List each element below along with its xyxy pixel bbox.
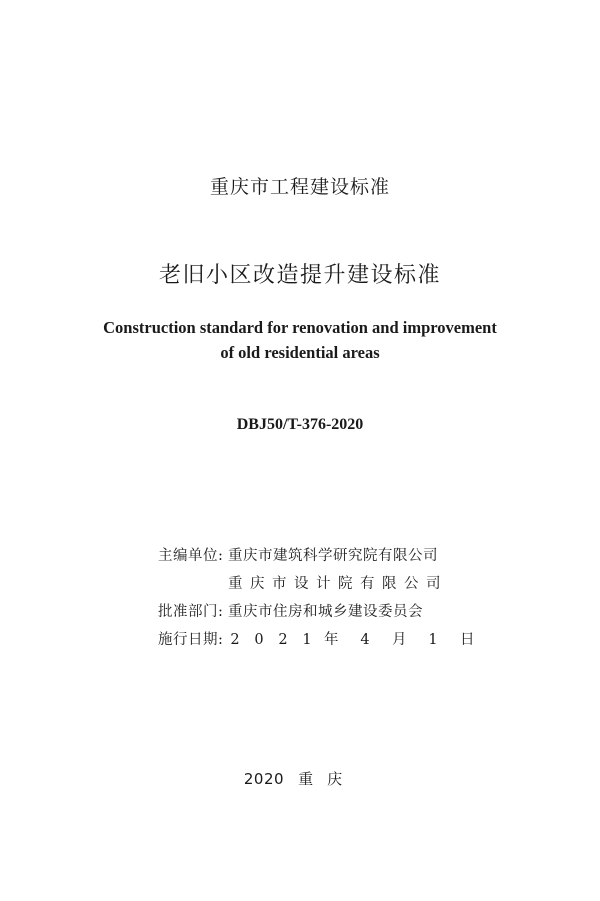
date-label: 施行日期: [158, 632, 224, 648]
approver-row [158, 598, 474, 626]
date-year-digit: 2 [230, 632, 240, 648]
date-year-digit: 0 [254, 632, 264, 648]
date-month: 4 [360, 632, 370, 648]
date-row [158, 626, 474, 654]
standard-code: DBJ50/T-376-2020 [236, 416, 364, 433]
editor-label-spacer [158, 570, 228, 598]
date-day: 1 [428, 632, 438, 648]
imprint-city: 重庆 [298, 770, 357, 788]
document-title-cn: 老旧小区改造提升建设标准 [158, 263, 441, 288]
date-year [228, 632, 314, 648]
imprint-year: 2020 [243, 770, 285, 788]
document-title-en-line1: Construction standard for renovation and improvement [103, 318, 497, 337]
editor-row-2 [158, 570, 474, 598]
document-title-en-line2: of old residential areas [220, 343, 380, 362]
editor-row [158, 542, 474, 570]
imprint [0, 768, 600, 789]
effective-date [228, 626, 474, 654]
publication-info [158, 542, 474, 654]
date-year-digit: 2 [278, 632, 288, 648]
date-year-unit: 年 [324, 632, 339, 648]
editor-1: 重庆市建筑科学研究院有限公司 [228, 548, 438, 564]
approver: 重庆市住房和城乡建设委员会 [228, 604, 423, 620]
editor-label: 主编单位: [158, 548, 224, 564]
standard-series: 重庆市工程建设标准 [209, 176, 390, 198]
date-day-unit: 日 [460, 632, 475, 648]
date-year-digit: 1 [302, 632, 312, 648]
editor-2: 重庆市设计院有限公司 [228, 576, 448, 592]
date-month-unit: 月 [392, 632, 407, 648]
approver-label: 批准部门: [158, 604, 224, 620]
